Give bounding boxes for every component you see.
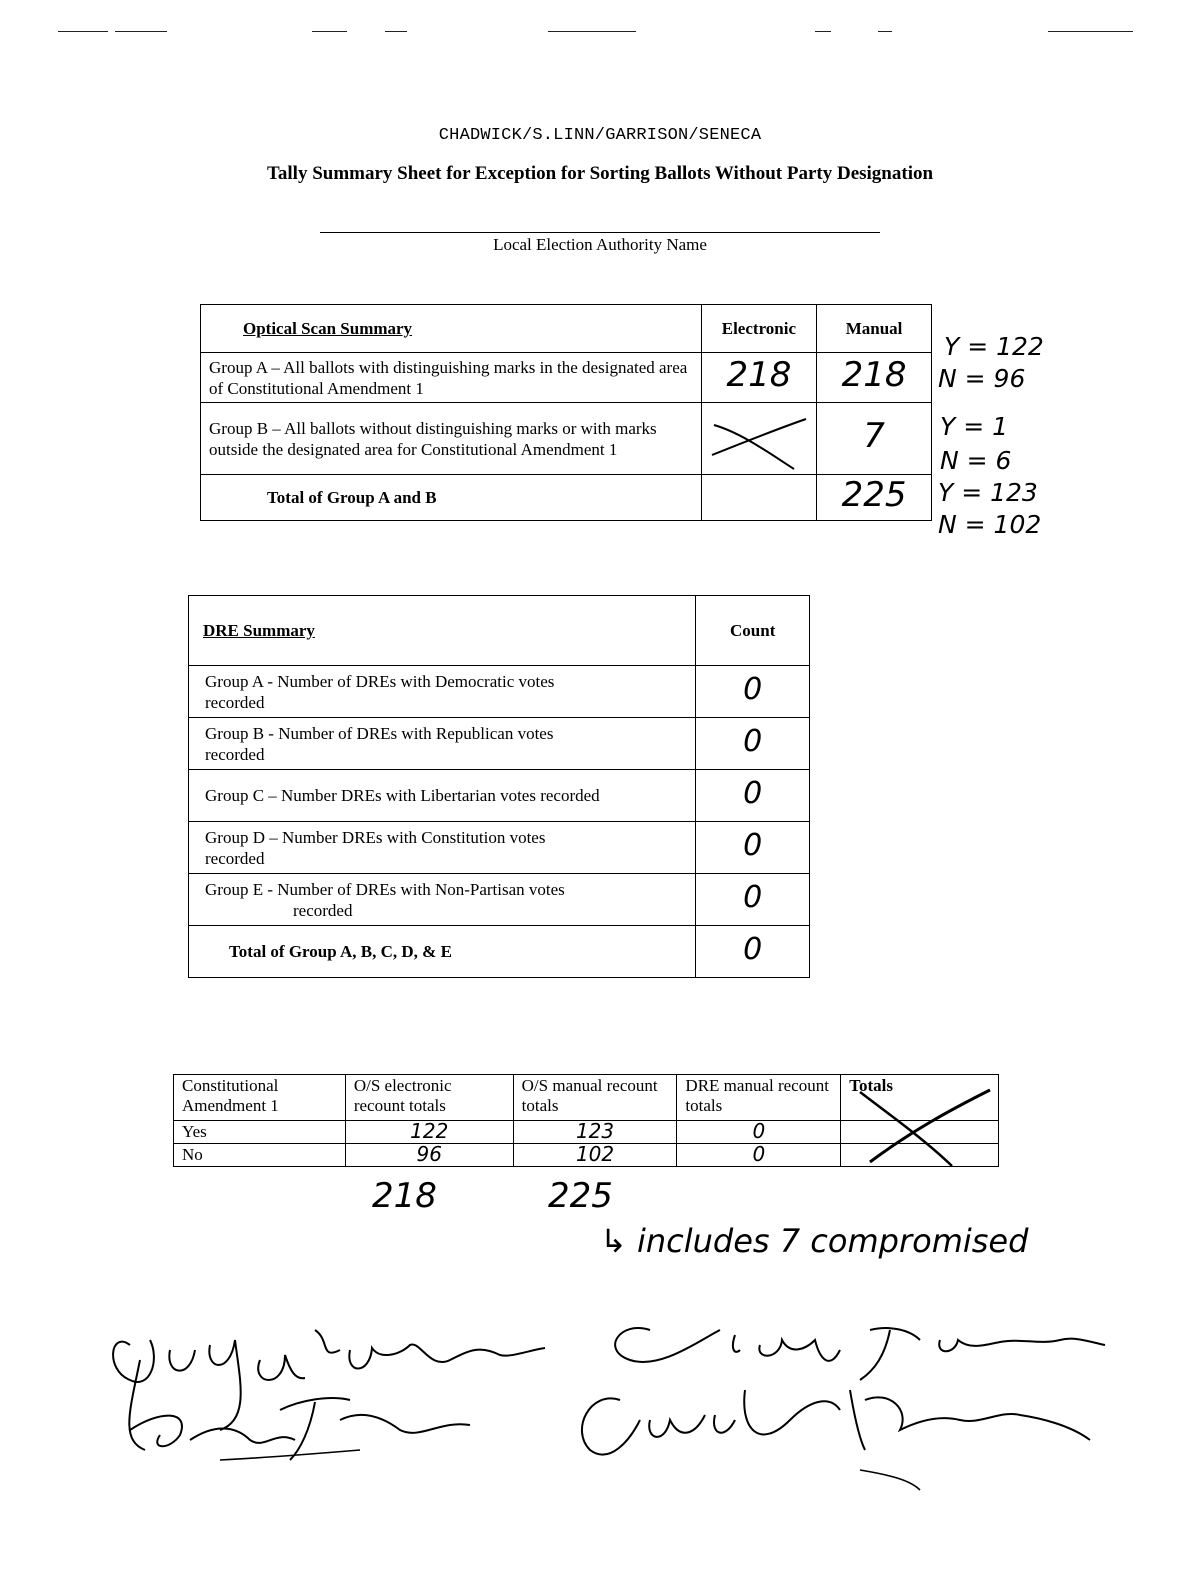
dre-group-a-count: 0 [696,666,810,718]
row-yes-label: Yes [174,1121,346,1144]
header-os-electronic: O/S electronic recount totals [345,1075,513,1121]
dre-group-d-count: 0 [696,822,810,874]
margin-note-n: N = 102 [938,510,1042,539]
scan-artifact [115,31,167,32]
scan-artifact [548,31,636,32]
dre-group-e-label: Group E - Number of DREs with Non-Partisan votes recorded [189,874,696,926]
scan-artifact [312,31,347,32]
group-b-electronic-crossed [701,403,816,475]
dre-group-a-label: Group A - Number of DREs with Democratic votes recorded [189,666,696,718]
dre-group-c-label: Group C – Number DREs with Libertarian votes recorded [189,770,696,822]
scan-artifact [58,31,108,32]
dre-group-c-count: 0 [696,770,810,822]
col-manual: Manual [817,305,932,353]
scan-artifact [878,31,892,32]
yes-dre-manual: 0 [677,1121,841,1144]
compromised-note: ↳ includes 7 compromised [600,1222,1029,1260]
scan-artifact [1048,31,1133,32]
group-a-label: Group A – All ballots with distinguishing marks in the designated area of Constitutional Amendment 1 [201,353,702,403]
total-ab-label: Total of Group A and B [201,475,702,521]
dre-total-count: 0 [696,926,810,978]
dre-group-d-label: Group D – Number DREs with Constitution votes recorded [189,822,696,874]
group-a-electronic: 218 [701,353,816,403]
margin-note-n: N = 6 [940,446,1012,475]
header-amendment: Constitutional Amendment 1 [174,1075,346,1121]
no-os-electronic: 96 [345,1144,513,1167]
optical-scan-heading: Optical Scan Summary [201,305,702,353]
header-totals: Totals [841,1075,999,1121]
dre-group-e-count: 0 [696,874,810,926]
margin-note-n: N = 96 [938,364,1026,393]
margin-note-y: Y = 1 [940,412,1009,441]
scan-artifact [815,31,831,32]
totals-cross-out-mark [840,1080,1000,1170]
authority-name-label: Local Election Authority Name [493,235,707,254]
header-dre-manual: DRE manual recount totals [677,1075,841,1121]
cross-out-mark [702,403,819,475]
optical-scan-table [200,304,932,521]
col-count: Count [696,596,810,666]
margin-note-y: Y = 123 [938,478,1038,507]
no-dre-manual: 0 [677,1144,841,1167]
margin-note-y: Y = 122 [944,332,1044,361]
authority-name-line [320,232,880,233]
group-b-label: Group B – All ballots without distinguishing marks or with marks outside the designated area for Constitutional Amendment 1 [201,403,702,475]
col-electronic: Electronic [701,305,816,353]
signature-judy-robison [100,1300,560,1480]
dre-heading: DRE Summary [189,596,696,666]
signature-cindy-hughes [560,1300,1120,1500]
dre-total-label: Total of Group A, B, C, D, & E [189,926,696,978]
header-os-manual: O/S manual recount totals [513,1075,677,1121]
no-os-manual: 102 [513,1144,677,1167]
electronic-sum: 218 [372,1176,437,1216]
dre-summary-table [188,595,810,978]
row-no-label: No [174,1144,346,1167]
dre-group-b-label: Group B - Number of DREs with Republican votes recorded [189,718,696,770]
manual-sum: 225 [548,1176,613,1216]
location-header: CHADWICK/S.LINN/GARRISON/SENECA [438,126,762,145]
total-ab-electronic [701,475,816,521]
dre-group-b-count: 0 [696,718,810,770]
yes-os-manual: 123 [513,1121,677,1144]
scan-artifact [385,31,407,32]
group-a-manual: 218 [817,353,932,403]
total-ab-manual: 225 [817,475,932,521]
yes-os-electronic: 122 [345,1121,513,1144]
group-b-manual: 7 [817,403,932,475]
page-title: Tally Summary Sheet for Exception for Sorting Ballots Without Party Designation [266,163,934,184]
